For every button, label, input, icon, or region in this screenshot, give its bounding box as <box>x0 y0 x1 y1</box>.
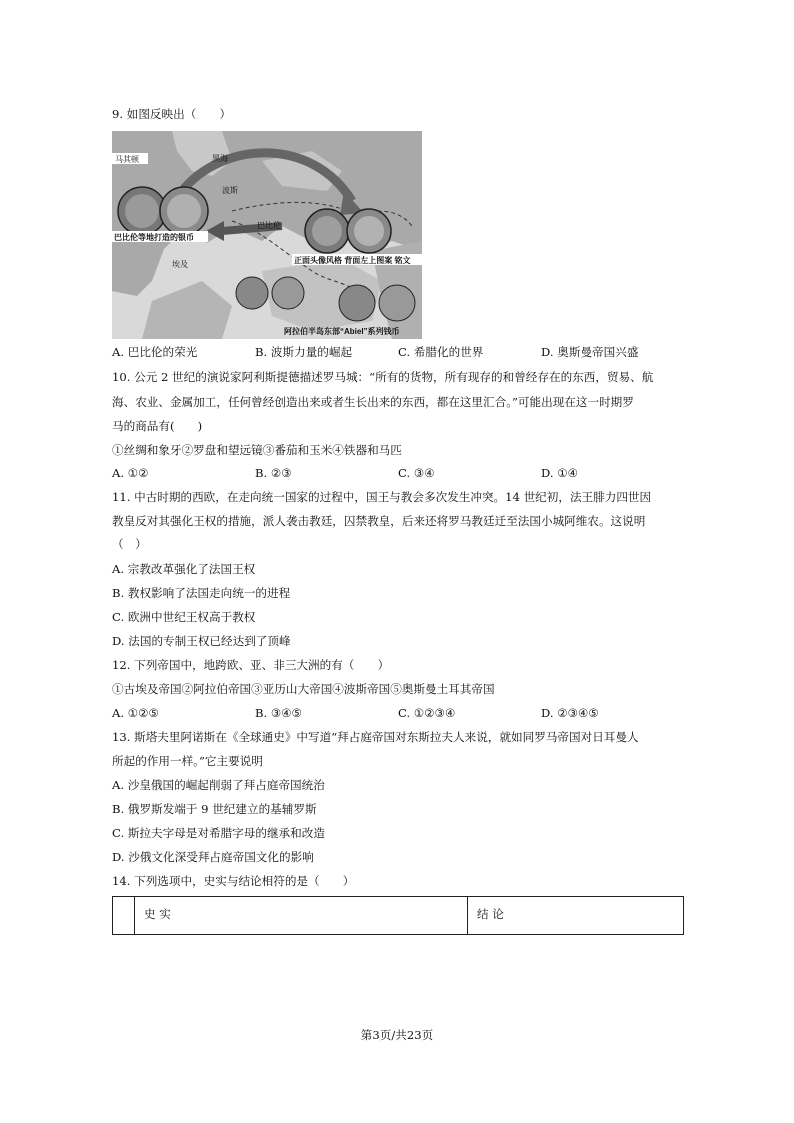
q14-table-index-column <box>113 897 135 934</box>
q13-option-a: A. 沙皇俄国的崛起削弱了拜占庭帝国统治 <box>112 778 325 792</box>
q9-option-b: B. 波斯力量的崛起 <box>255 345 353 359</box>
q12-line-1: 12. 下列帝国中，地跨欧、亚、非三大洲的有（ ） <box>112 658 390 672</box>
q10-line-4: ①丝绸和象牙②罗盘和望远镜③番茄和玉米④铁器和马匹 <box>112 443 402 457</box>
q11-option-c: C. 欧洲中世纪王权高于教权 <box>112 610 256 624</box>
q13-option-c: C. 斯拉夫字母是对希腊字母的继承和改造 <box>112 826 325 840</box>
q10-option-c: C. ③④ <box>398 466 435 480</box>
q13-option-d: D. 沙俄文化深受拜占庭帝国文化的影响 <box>112 850 314 864</box>
q12-option-a: A. ①②⑤ <box>112 706 159 720</box>
page-number: 第3页/共23页 <box>360 1028 434 1042</box>
q9-option-c: C. 希腊化的世界 <box>398 345 484 359</box>
q9-stem: 9. 如图反映出（ ） <box>112 107 232 121</box>
q12-option-d: D. ②③④⑤ <box>541 706 599 720</box>
q13-line-1: 13. 斯塔夫里阿诺斯在《全球通史》中写道“拜占庭帝国对东斯拉夫人来说，就如同罗马帝国对日耳曼人 <box>112 730 639 744</box>
q14-header-facts: 史 实 <box>144 907 171 921</box>
q10-option-d: D. ①④ <box>541 466 579 480</box>
q12-option-c: C. ①②③④ <box>398 706 456 720</box>
q10-line-3: 马的商品有( ) <box>112 419 203 433</box>
map-label-macedonia: 马其顿 <box>115 155 139 164</box>
q10-option-b: B. ②③ <box>255 466 292 480</box>
q13-option-b: B. 俄罗斯发端于 9 世纪建立的基辅罗斯 <box>112 802 317 816</box>
q11-option-a: A. 宗教改革强化了法国王权 <box>112 562 256 576</box>
q11-option-b: B. 教权影响了法国走向统一的进程 <box>112 586 291 600</box>
map-label-babylon: 巴比伦 <box>257 221 281 230</box>
q13-line-2: 所起的作用一样。”它主要说明 <box>112 754 263 768</box>
q14-stem: 14. 下列选项中，史实与结论相符的是（ ） <box>112 874 355 888</box>
q14-table-facts-column <box>134 897 468 934</box>
map-caption-bottom: 阿拉伯半岛东部“Abiel”系列钱币 <box>284 327 400 336</box>
map-label-persia: 波斯 <box>222 186 238 195</box>
q10-option-a: A. ①② <box>112 466 149 480</box>
q9-map-image <box>112 131 422 339</box>
q14-table <box>112 896 684 935</box>
q9-option-a: A. 巴比伦的荣光 <box>112 345 198 359</box>
q10-line-1: 10. 公元 2 世纪的演说家阿利斯提德描述罗马城：“所有的货物，所有现存的和曾经存在的东西，贸易、航 <box>112 370 654 384</box>
q11-line-3: （ ） <box>112 537 147 551</box>
map-label-black-sea: 黑海 <box>212 154 228 163</box>
q11-line-2: 教皇反对其强化王权的措施，派人袭击教廷，囚禁教皇，后来还将罗马教廷迁至法国小城阿维农。这说明 <box>112 514 646 528</box>
q12-option-b: B. ③④⑤ <box>255 706 303 720</box>
q10-line-2: 海、农业、金属加工，任何曾经创造出来或者生长出来的东西，都在这里汇合。”可能出现在这一时期罗 <box>112 395 634 409</box>
map-caption-left: 巴比伦等地打造的银币 <box>114 233 194 242</box>
map-label-egypt: 埃及 <box>172 260 188 269</box>
q11-option-d: D. 法国的专制王权已经达到了顶峰 <box>112 634 291 648</box>
q9-option-d: D. 奥斯曼帝国兴盛 <box>541 345 639 359</box>
q11-line-1: 11. 中古时期的西欧，在走向统一国家的过程中，国王与教会多次发生冲突。14 世纪初，法王腓力四世因 <box>112 490 652 504</box>
map-caption-obverse-reverse: 正面头像风格 背面左上图案 铭文 <box>294 256 411 265</box>
q12-line-2: ①古埃及帝国②阿拉伯帝国③亚历山大帝国④波斯帝国⑤奥斯曼土耳其帝国 <box>112 682 495 696</box>
q14-header-conclusion: 结 论 <box>477 907 504 921</box>
